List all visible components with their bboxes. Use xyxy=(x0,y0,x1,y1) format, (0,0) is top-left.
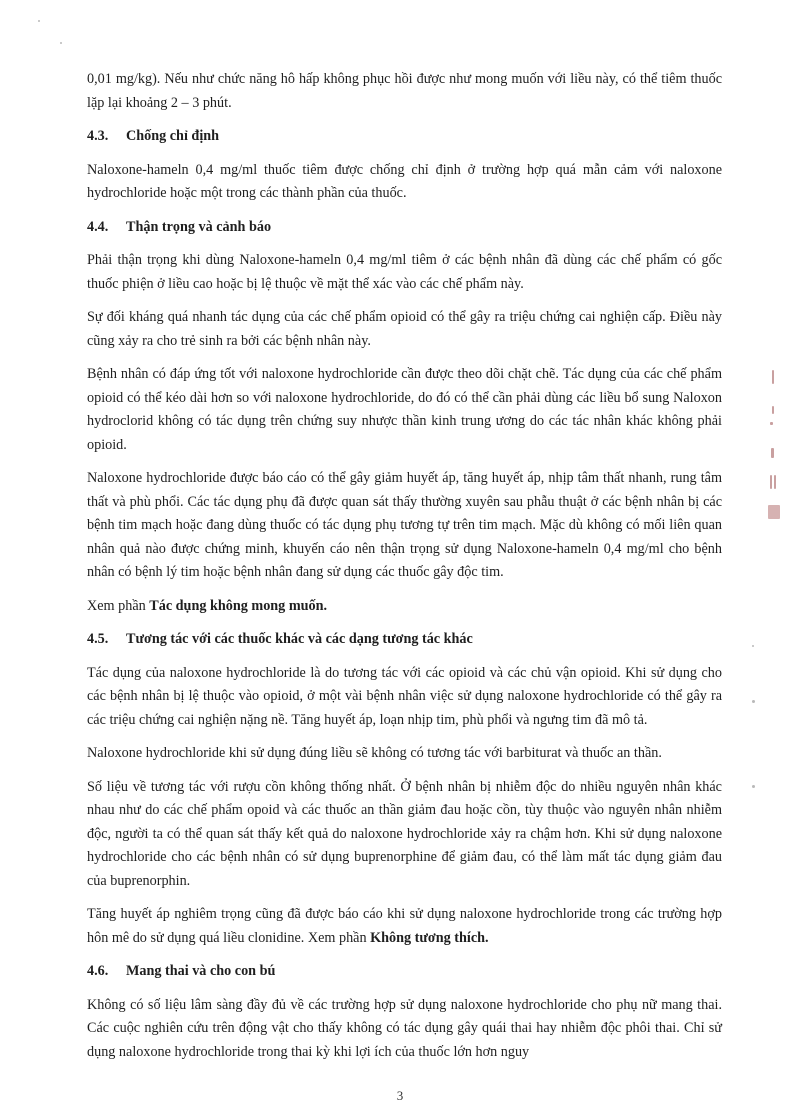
bold-reference: Tác dụng không mong muốn. xyxy=(149,597,328,614)
section-heading xyxy=(87,628,722,652)
page-number: 3 xyxy=(396,1088,404,1103)
paragraph-text: Sự đối kháng quá nhanh tác dụng của các chế phẩm opioid có thể gây ra triệu chứng cai nghiện cấp. Điều này cũng xảy ra cho trẻ sinh ra bởi các bệnh nhân này. xyxy=(87,309,722,349)
paragraph xyxy=(87,68,722,115)
paragraph-text: Naloxone hydrochloride được báo cáo có thể gây giảm huyết áp, tăng huyết áp, nhịp tâm thất nhanh, rung tâm thất và phù phổi. Các tác dụng phụ đã được quan sát thấy thường xuyên sau phẫu thuật ở các bệnh nhân bị các bệnh tim mạch hoặc đang dùng thuốc có tác dụng phụ tương tự trên tim mạch. Mặc dù không có mối liên quan nhân quả nào được chứng minh, khuyến cáo nên thận trọng sử dụng Naloxone-hameln 0,4 mg/ml cho bệnh nhân có bệnh lý tim hoặc bệnh nhân đang sử dụng các thuốc gây độc tim. xyxy=(87,470,722,580)
margin-stamp-marks xyxy=(762,370,786,770)
section-number: 4.6. xyxy=(87,963,109,979)
paragraph-text: 0,01 mg/kg). Nếu như chức năng hô hấp không phục hồi được như mong muốn với liều này, có thể tiêm thuốc lặp lại khoảng 2 – 3 phút. xyxy=(87,71,722,111)
section-title: Thận trọng và cảnh báo xyxy=(126,218,272,235)
paragraph-text: Tác dụng của naloxone hydrochloride là do tương tác với các opioid và các chủ vận opioid. Khi sử dụng cho các bệnh nhân bị lệ thuộc vào opioid, ở một vài bệnh nhân việc sử dụng naloxone hydrochloride có thể gây ra các triệu chứng cai nghiện nặng nề. Tăng huyết áp, loạn nhịp tim, phù phổi và ngưng tim đã mô tả. xyxy=(87,664,722,728)
scan-speck xyxy=(38,20,40,22)
paragraph xyxy=(87,363,722,457)
paragraph xyxy=(87,742,722,766)
section-number: 4.3. xyxy=(87,128,109,144)
document-body xyxy=(87,68,722,1074)
paragraph-text: Số liệu về tương tác với rượu cồn không thống nhất. Ở bệnh nhân bị nhiễm độc do nhiều nguyên nhân khác nhau như do các chế phẩm opoid và các thuốc an thần giảm đau hoặc cồn, tùy thuộc vào nguyên nhân nhiễm độc, người ta có thể quan sát thấy kết quả do naloxone hydrochloride xảy ra chậm hơn. Khi sử dụng naloxone hydrochloride cho các bệnh nhân có sử dụng buprenorphine để giảm đau, có thể làm mất tác dụng giảm đau của buprenorphin. xyxy=(87,778,722,889)
section-heading xyxy=(87,216,722,240)
scan-speck xyxy=(752,645,754,647)
paragraph-text: Không có số liệu lâm sàng đầy đủ về các trường hợp sử dụng naloxone hydrochloride cho phụ nữ mang thai. Các cuộc nghiên cứu trên động vật cho thấy không có tác dụng gây quái thai hay nhiễm độc phôi thai. Chỉ sử dụng naloxone hydrochloride trong thai kỳ khi lợi ích của thuốc lớn hơn nguy xyxy=(87,996,722,1060)
paragraph xyxy=(87,994,722,1065)
paragraph-text: Xem phần xyxy=(87,597,150,614)
paragraph xyxy=(87,467,722,585)
paragraph-text: Naloxone-hameln 0,4 mg/ml thuốc tiêm được chống chỉ định ở trường hợp quá mẫn cảm với naloxone hydrochloride hoặc một trong các thành phần của thuốc. xyxy=(87,161,722,201)
paragraph xyxy=(87,249,722,296)
paragraph-text: Naloxone hydrochloride khi sử dụng đúng liều sẽ không có tương tác với barbiturat và thuốc an thần. xyxy=(87,745,662,761)
paragraph-text: Bệnh nhân có đáp ứng tốt với naloxone hydrochloride cần được theo dõi chặt chẽ. Tác dụng của các chế phẩm opioid có thể kéo dài hơn so với naloxone hydrochloride, do đó có thể cần phải dùng các liều bổ sung Naloxon hydroclorid không có tác dụng trên chứng suy nhược thần kinh trung ương do các tác nhân khác không phải opioid. xyxy=(87,366,722,453)
section-title: Tương tác với các thuốc khác và các dạng tương tác khác xyxy=(126,631,473,647)
paragraph-text: Tăng huyết áp nghiêm trọng cũng đã được báo cáo khi sử dụng naloxone hydrochloride trong các trường hợp hôn mê do sử dụng quá liều clonidine. Xem phần xyxy=(87,906,722,946)
scan-speck xyxy=(752,785,755,788)
section-number: 4.5. xyxy=(87,631,109,647)
paragraph xyxy=(87,159,722,206)
section-title: Chống chỉ định xyxy=(126,128,220,144)
paragraph xyxy=(87,306,722,353)
scan-speck xyxy=(60,42,62,44)
scan-speck xyxy=(752,700,755,703)
section-number: 4.4. xyxy=(87,218,109,235)
section-heading xyxy=(87,960,722,984)
section-title: Mang thai và cho con bú xyxy=(126,963,276,979)
paragraph xyxy=(87,903,722,950)
paragraph xyxy=(87,776,722,894)
paragraph xyxy=(87,662,722,733)
paragraph-text: Phải thận trọng khi dùng Naloxone-hameln 0,4 mg/ml tiêm ở các bệnh nhân đã dùng các chế phẩm có gốc thuốc phiện ở liều cao hoặc bị lệ thuộc về mặt thể xác vào các chế phẩm này. xyxy=(87,252,722,292)
paragraph xyxy=(87,595,722,619)
bold-reference: Không tương thích. xyxy=(370,929,489,946)
section-heading xyxy=(87,125,722,149)
